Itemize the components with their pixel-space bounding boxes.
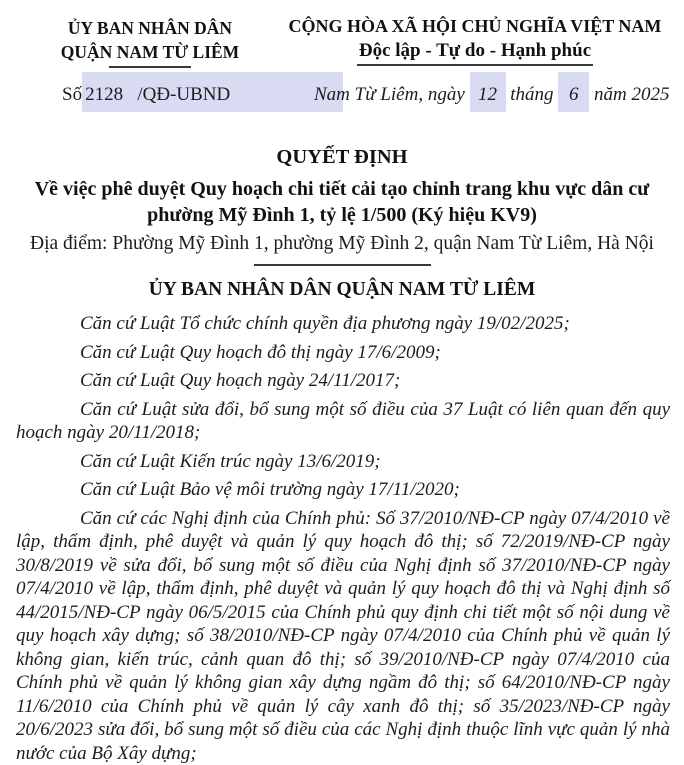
month-field[interactable]: 6 <box>558 72 589 112</box>
year-label: năm <box>594 84 627 105</box>
national-header-block <box>280 14 670 66</box>
legal-basis-paragraph: Căn cứ Luật Tổ chức chính quyền địa phương ngày 19/02/2025; <box>16 312 670 336</box>
issuing-org-block <box>30 16 270 68</box>
legal-basis-paragraph: Căn cứ các Nghị định của Chính phủ: Số 37/2010/NĐ-CP ngày 07/4/2010 về lập, thẩm định, phê duyệt và quản lý quy hoạch đô thị; số 72/2019/NĐ-CP ngày 30/8/2019 về sửa đổi, bổ sung một số điều của Nghị định số 37/2010/NĐ-CP ngày 07/4/2010 về lập, thẩm định, phê duyệt và quản lý quy hoạch đô thị và Nghị định số 44/2015/NĐ-CP ngày 06/5/2015 của Chính phủ quy định chi tiết một số nội dung về quy hoạch xây dựng; số 38/2010/NĐ-CP ngày 07/4/2010 của Chính phủ về quản lý không gian, kiến trúc, cảnh quan đô thị; số 39/2010/NĐ-CP ngày 07/4/2010 của Chính phủ về quản lý không gian xây dựng ngầm đô thị; số 64/2010/NĐ-CP ngày 11/6/2010 của Chính phủ về quản lý cây xanh đô thị; số 35/2023/NĐ-CP ngày 20/6/2023 sửa đổi, bổ sung một số điều của các Nghị định thuộc lĩnh vực quản lý nhà nước của Bộ Xây dựng; <box>16 507 670 765</box>
legal-basis-paragraph: Căn cứ Luật Bảo vệ môi trường ngày 17/11/2020; <box>16 478 670 502</box>
doc-number-prefix: Số <box>62 84 82 105</box>
document-body <box>16 312 670 765</box>
year-value: 2025 <box>632 84 670 105</box>
date-place-prefix: Nam Từ Liêm, ngày <box>314 84 465 105</box>
national-motto: Độc lập - Tự do - Hạnh phúc <box>357 39 593 66</box>
legal-basis-paragraph: Căn cứ Luật Kiến trúc ngày 13/6/2019; <box>16 450 670 474</box>
title-separator-rule <box>254 264 431 266</box>
month-label: tháng <box>510 84 553 105</box>
issuer-heading: ỦY BAN NHÂN DÂN QUẬN NAM TỪ LIÊM <box>0 278 684 302</box>
national-title: CỘNG HÒA XÃ HỘI CHỦ NGHĨA VIỆT NAM <box>280 14 670 39</box>
subtitle-line2: phường Mỹ Đình 1, tỷ lệ 1/500 (Ký hiệu KV9) <box>22 202 662 228</box>
legal-basis-paragraph: Căn cứ Luật Quy hoạch đô thị ngày 17/6/2009; <box>16 341 670 365</box>
legal-basis-paragraph: Căn cứ Luật sửa đổi, bổ sung một số điều của 37 Luật có liên quan đến quy hoạch ngày 20/11/2018; <box>16 398 670 445</box>
day-field[interactable]: 12 <box>470 72 506 112</box>
legal-basis-paragraph: Căn cứ Luật Quy hoạch ngày 24/11/2017; <box>16 369 670 393</box>
document-title: QUYẾT ĐỊNH <box>0 147 684 168</box>
doc-number-field[interactable]: 2128 /QĐ-UBND <box>82 72 343 112</box>
document-number-line <box>62 84 343 105</box>
org-name-line1: ỦY BAN NHÂN DÂN <box>30 16 270 40</box>
document-header <box>0 0 684 125</box>
location-line: Địa điểm: Phường Mỹ Đình 1, phường Mỹ Đình 2, quận Nam Từ Liêm, Hà Nội <box>0 232 684 256</box>
document-subtitle <box>22 176 662 228</box>
subtitle-line1: Về việc phê duyệt Quy hoạch chi tiết cải tạo chỉnh trang khu vực dân cư <box>22 176 662 202</box>
date-place-line <box>314 84 670 105</box>
org-name-line2: QUẬN NAM TỪ LIÊM <box>30 40 270 64</box>
org-underline-rule <box>109 66 191 68</box>
